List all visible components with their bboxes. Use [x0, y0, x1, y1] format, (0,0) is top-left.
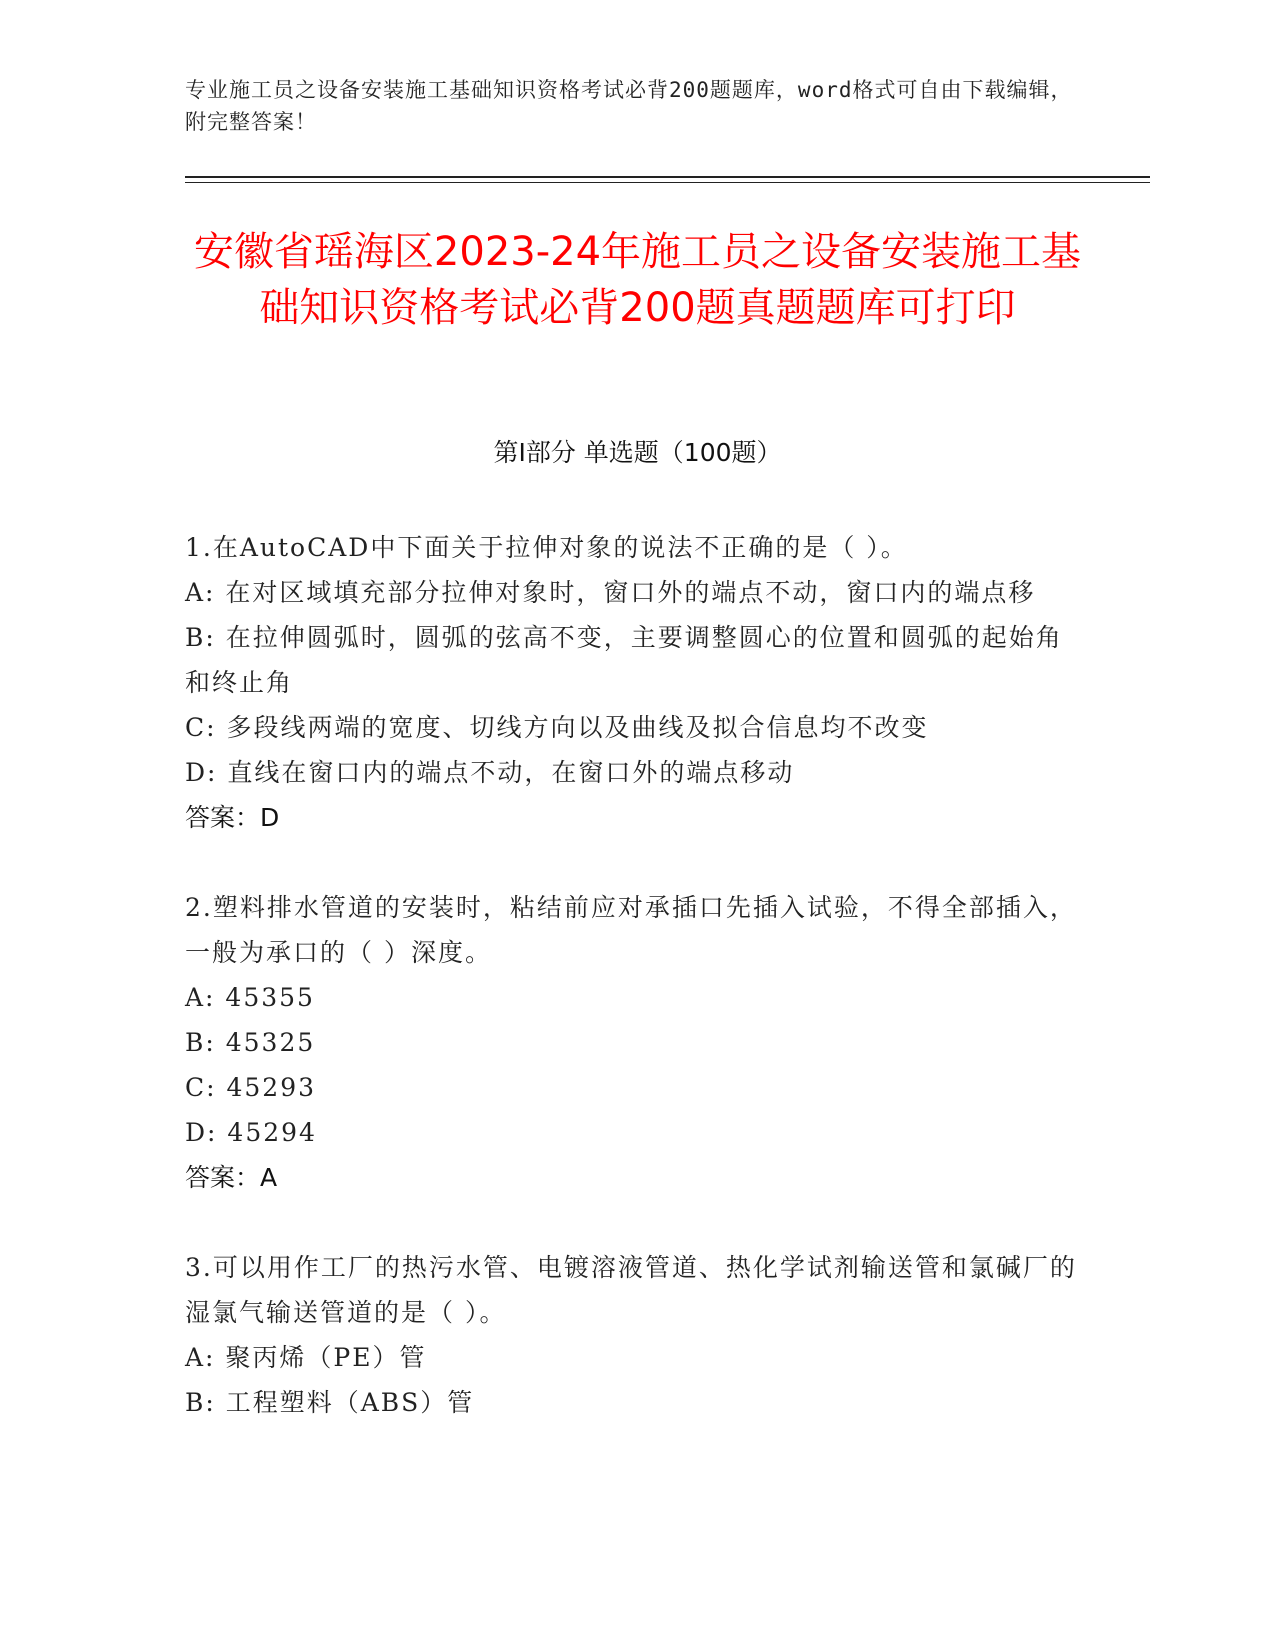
option-a: A: 在对区域填充部分拉伸对象时，窗口外的端点不动，窗口内的端点移: [185, 578, 1036, 607]
question-stem: 3.可以用作工厂的热污水管、电镀溶液管道、热化学试剂输送管和氯碱厂的湿氯气输送管道的是（ ）。: [185, 1253, 1077, 1327]
option-d: D: 直线在窗口内的端点不动，在窗口外的端点移动: [185, 758, 795, 787]
option-c: C: 多段线两端的宽度、切线方向以及曲线及拟合信息均不改变: [185, 713, 929, 742]
document-title: 安徽省瑶海区2023-24年施工员之设备安装施工基础知识资格考试必背200题真题题库可打印: [193, 229, 1082, 331]
option-b: B: 在拉伸圆弧时，圆弧的弦高不变，主要调整圆心的位置和圆弧的起始角和终止角: [185, 623, 1063, 697]
section-title: 第Ⅰ部分 单选题（100题）: [493, 438, 782, 467]
question-stem: 1.在AutoCAD中下面关于拉伸对象的说法不正确的是（ ）。: [185, 533, 908, 562]
question-list: [185, 525, 1085, 1470]
option-c: C: 45293: [185, 1073, 317, 1102]
option-b: B: 45325: [185, 1028, 316, 1057]
header-divider-thin: [185, 182, 1150, 183]
question-1: [185, 525, 1085, 840]
answer: 答案：A: [185, 1163, 278, 1192]
question-2: [185, 885, 1085, 1200]
option-b: B: 工程塑料（ABS）管: [185, 1388, 475, 1417]
question-3: [185, 1245, 1085, 1425]
answer: 答案：D: [185, 803, 280, 832]
header-divider-thick: [185, 176, 1150, 178]
option-a: A: 45355: [185, 983, 315, 1012]
question-stem: 2.塑料排水管道的安装时，粘结前应对承插口先插入试验，不得全部插入，一般为承口的（ ）深度。: [185, 893, 1077, 967]
option-d: D: 45294: [185, 1118, 317, 1147]
document-header: 专业施工员之设备安装施工基础知识资格考试必背200题题库，word格式可自由下载编辑，附完整答案！: [185, 78, 1073, 134]
option-a: A: 聚丙烯（PE）管: [185, 1343, 427, 1372]
